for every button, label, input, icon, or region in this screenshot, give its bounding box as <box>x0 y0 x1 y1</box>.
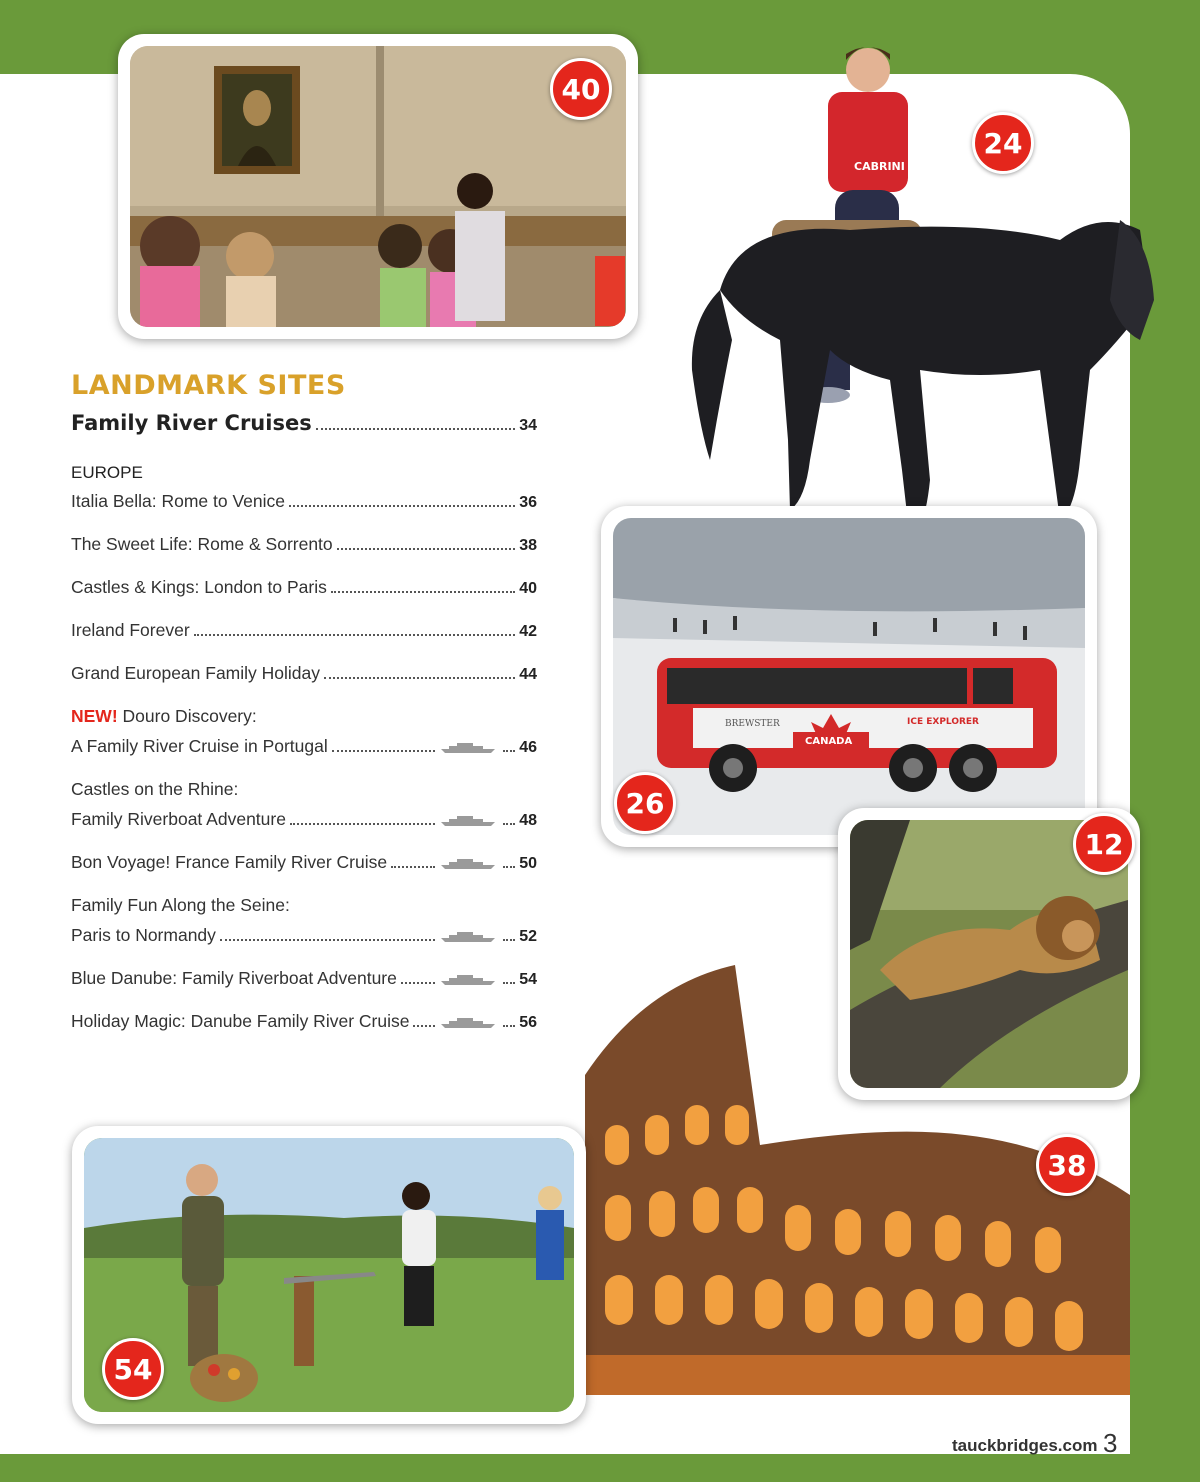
section-title: LANDMARK SITES <box>71 370 346 401</box>
shirt-text: CABRINI <box>854 160 905 173</box>
leader-dots <box>503 1024 515 1027</box>
leader-dots <box>194 633 516 636</box>
entry-title: The Sweet Life: Rome & Sorrento <box>71 534 333 554</box>
entry-title: Holiday Magic: Danube Family River Cruise <box>71 1011 410 1031</box>
leader-dots <box>503 938 515 941</box>
entry-page: 56 <box>519 1014 537 1031</box>
leader-dots <box>316 427 516 430</box>
entry-title: Grand European Family Holiday <box>71 663 321 683</box>
footer-url[interactable]: tauckbridges.com <box>952 1436 1098 1455</box>
leader-dots <box>503 822 515 825</box>
page-badge-54: 54 <box>102 1338 164 1400</box>
feature-entry[interactable] <box>71 411 537 435</box>
page-badge-38: 38 <box>1036 1134 1098 1196</box>
toc-entry[interactable] <box>71 491 537 512</box>
entry-title: Italia Bella: Rome to Venice <box>71 491 286 511</box>
feature-label: Family River Cruises <box>71 411 312 435</box>
river-cruise-ship-icon <box>439 742 497 754</box>
leader-dots <box>289 504 515 507</box>
page-badge-24: 24 <box>972 112 1034 174</box>
entry-page: 44 <box>519 666 537 683</box>
page-badge-26: 26 <box>614 772 676 834</box>
leader-dots <box>413 1024 435 1027</box>
glacier-bus-illustration <box>613 518 1085 835</box>
river-cruise-ship-icon <box>439 815 497 827</box>
river-cruise-ship-icon <box>439 931 497 943</box>
leader-dots <box>290 822 435 825</box>
entry-line1 <box>71 706 537 727</box>
toc-entry[interactable] <box>71 577 537 598</box>
toc-entry[interactable] <box>71 895 537 946</box>
river-cruise-ship-icon <box>439 974 497 986</box>
toc-entry[interactable] <box>71 534 537 555</box>
table-of-contents <box>71 370 537 1054</box>
entry-title: Family Riverboat Adventure <box>71 809 286 829</box>
toc-entry[interactable] <box>71 620 537 641</box>
leader-dots <box>337 547 516 550</box>
leader-dots <box>324 676 515 679</box>
leader-dots <box>391 865 435 868</box>
entry-title-line1: Douro Discovery: <box>122 706 257 726</box>
toc-entry[interactable] <box>71 852 537 873</box>
page-badge-12: 12 <box>1073 813 1135 875</box>
river-cruise-ship-icon <box>439 858 497 870</box>
leader-dots <box>401 981 435 984</box>
entry-page: 46 <box>519 739 537 756</box>
toc-entry[interactable] <box>71 663 537 684</box>
page-number: 3 <box>1103 1428 1118 1458</box>
entry-line1 <box>71 779 537 800</box>
ice-explorer-photo <box>613 518 1085 835</box>
entry-title: A Family River Cruise in Portugal <box>71 736 328 756</box>
entry-title-line1: Family Fun Along the Seine: <box>71 895 290 915</box>
toc-entry[interactable] <box>71 779 537 830</box>
entry-page: 48 <box>519 812 537 829</box>
new-badge: NEW! <box>71 706 118 726</box>
entry-page: 38 <box>519 537 537 554</box>
bus-country-text: CANADA <box>805 736 853 747</box>
leader-dots <box>331 590 515 593</box>
toc-entry[interactable] <box>71 968 537 989</box>
ice-explorer-photo-card <box>601 506 1097 847</box>
bus-brand-text: BREWSTER <box>725 719 780 729</box>
entry-line1 <box>71 895 537 916</box>
river-cruise-ship-icon <box>439 1017 497 1029</box>
toc-entry[interactable] <box>71 1011 537 1032</box>
entry-page: 50 <box>519 855 537 872</box>
leader-dots <box>503 865 515 868</box>
feature-page: 34 <box>519 417 537 434</box>
toc-entry[interactable] <box>71 706 537 757</box>
leader-dots <box>503 749 515 752</box>
entry-page: 36 <box>519 494 537 511</box>
entry-title: Bon Voyage! France Family River Cruise <box>71 852 388 872</box>
toc-entries <box>71 491 537 1032</box>
entry-page: 54 <box>519 971 537 988</box>
entry-page: 52 <box>519 928 537 945</box>
region-heading: EUROPE <box>71 463 143 482</box>
leader-dots <box>220 938 435 941</box>
entry-title-line1: Castles on the Rhine: <box>71 779 239 799</box>
page-badge-40: 40 <box>550 58 612 120</box>
entry-title: Castles & Kings: London to Paris <box>71 577 327 597</box>
entry-title: Blue Danube: Family Riverboat Adventure <box>71 968 397 988</box>
leader-dots <box>332 749 435 752</box>
leader-dots <box>503 981 515 984</box>
entry-title: Paris to Normandy <box>71 925 216 945</box>
bus-name-text: ICE EXPLORER <box>907 717 979 727</box>
entry-page: 40 <box>519 580 537 597</box>
entry-page: 42 <box>519 623 537 640</box>
horse-rider-photo <box>680 40 1160 560</box>
entry-title: Ireland Forever <box>71 620 190 640</box>
